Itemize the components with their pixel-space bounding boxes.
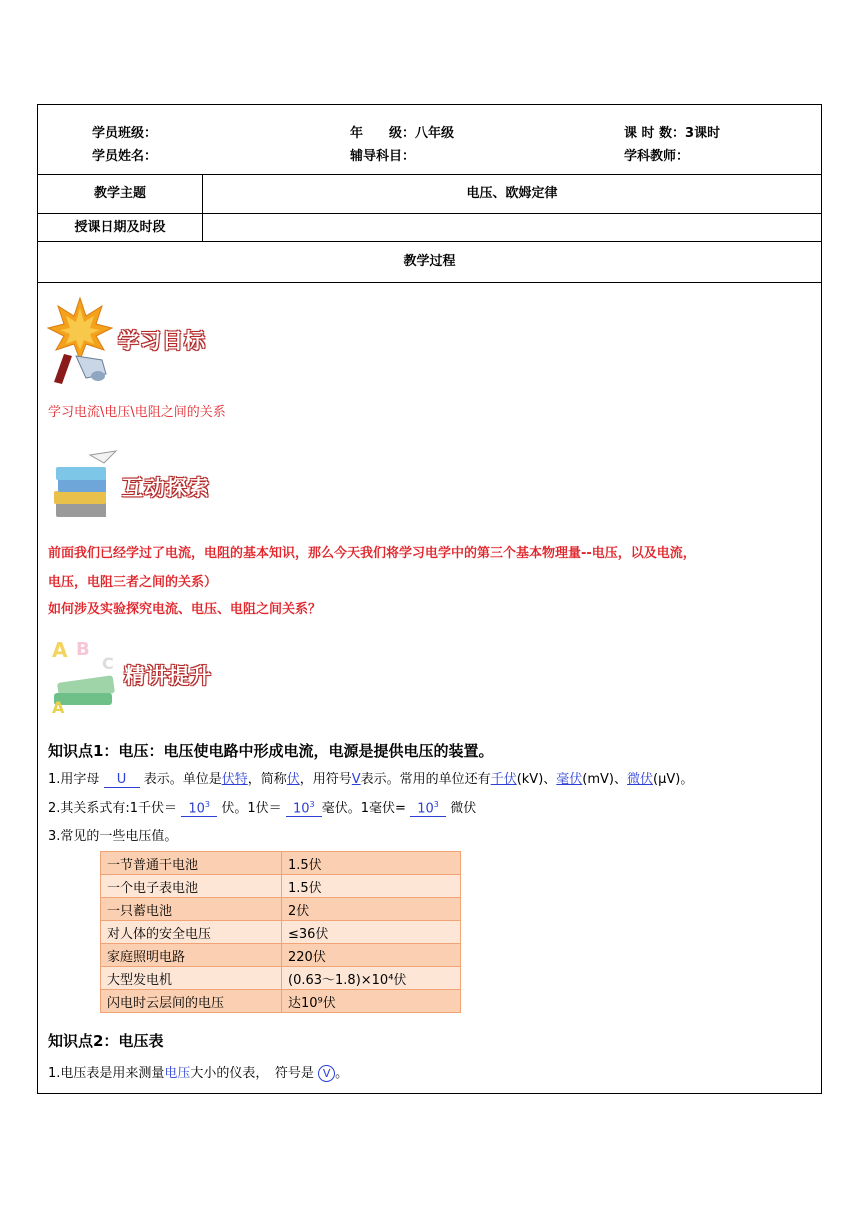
table-row [101, 967, 461, 990]
abc-book-icon [46, 635, 120, 715]
unit-volt: 伏特 [221, 772, 248, 787]
source-cell: 大型发电机 [101, 967, 282, 990]
table-row [101, 852, 461, 875]
voltage-cell: 1.5伏 [282, 875, 461, 898]
kp2-line1: 1.电压表是用来测量电压大小的仪表， 符号是 V 。 [48, 1066, 349, 1081]
teacher-label: 学科教师： [624, 149, 690, 164]
kv-ratio-blank: $10^3$ [181, 800, 217, 817]
mv-ratio-blank: $10^3$ [286, 800, 322, 817]
lesson-plan-frame [37, 104, 822, 1094]
info-header [38, 105, 821, 175]
voltage-table [100, 851, 461, 1013]
topic-value: 电压、欧姆定律 [466, 186, 558, 201]
maple-bell-icon [46, 294, 114, 386]
unit-short: 伏 [286, 772, 300, 787]
date-row [38, 214, 821, 242]
source-cell: 家庭照明电路 [101, 944, 282, 967]
svg-text:A: A [52, 638, 68, 662]
date-value [203, 214, 821, 241]
voltage-word: 电压 [164, 1066, 191, 1081]
letter-blank: U [104, 772, 140, 788]
kp2-title: 知识点2：电压表 [48, 1032, 164, 1050]
voltmeter-symbol-icon: V [318, 1065, 335, 1082]
voltage-cell: 1.5伏 [282, 852, 461, 875]
date-label: 授课日期及时段 [38, 214, 203, 241]
class-label: 学员班级： [92, 126, 158, 141]
unit-mv: 毫伏 [556, 772, 583, 787]
lecture-banner [46, 635, 212, 715]
goal-banner [46, 294, 206, 386]
voltage-cell: 220伏 [282, 944, 461, 967]
subject-label: 辅导科目： [350, 149, 416, 164]
table-row [101, 990, 461, 1013]
goal-text: 学习电流\电压\电阻之间的关系 [48, 405, 226, 420]
source-cell: 一节普通干电池 [101, 852, 282, 875]
explore-title: 互动探索 [122, 476, 210, 500]
table-row [101, 944, 461, 967]
svg-text:B: B [76, 639, 90, 660]
explore-line3: 如何涉及实验探究电流、电压、电阻之间关系？ [48, 602, 322, 617]
kp1-line3: 3.常见的一些电压值。 [48, 829, 178, 844]
voltage-cell: 2伏 [282, 898, 461, 921]
kp1-line1: 1.用字母 U 表示。单位是伏特，简称伏，用符号V表示。常用的单位还有千伏(kV)、毫伏(mV)、微伏(μV)。 [48, 772, 694, 787]
source-cell: 一只蓄电池 [101, 898, 282, 921]
kp1-line2: 2.其关系式有:1千伏＝ $10^3$ 伏。1伏＝ $10^3$ 毫伏。1毫伏= $10^3$ 微伏 [48, 799, 477, 816]
topic-row [38, 175, 821, 214]
voltage-cell: 达10⁹伏 [282, 990, 461, 1013]
table-row [101, 875, 461, 898]
process-label: 教学过程 [403, 254, 456, 269]
explore-line2: 电压，电阻三者之间的关系） [48, 575, 218, 590]
student-name-label: 学员姓名： [92, 149, 158, 164]
kp1-title: 知识点1：电压：电压使电路中形成电流，电源是提供电压的装置。 [48, 742, 494, 760]
goal-title: 学习目标 [118, 329, 206, 353]
topic-label: 教学主题 [38, 175, 203, 213]
grade-label: 年 级：八年级 [350, 126, 455, 141]
source-cell: 闪电时云层间的电压 [101, 990, 282, 1013]
voltage-cell: ≤36伏 [282, 921, 461, 944]
source-cell: 对人体的安全电压 [101, 921, 282, 944]
books-icon [46, 449, 118, 525]
hours-label: 课 时 数：3课时 [624, 126, 721, 141]
explore-line1: 前面我们已经学过了电流，电阻的基本知识，那么今天我们将学习电学中的第三个基本物理量--电压，以及电流， [48, 546, 696, 561]
svg-text:A: A [52, 698, 65, 715]
unit-symbol: V [351, 772, 361, 787]
process-row [38, 242, 821, 283]
explore-banner [46, 449, 210, 525]
unit-uv: 微伏 [627, 772, 654, 787]
unit-kv: 千伏 [490, 772, 517, 787]
svg-text:C: C [102, 654, 114, 673]
source-cell: 一个电子表电池 [101, 875, 282, 898]
table-row [101, 898, 461, 921]
voltage-cell: (0.63～1.8)×10⁴伏 [282, 967, 461, 990]
uv-ratio-blank: $10^3$ [410, 800, 446, 817]
table-row [101, 921, 461, 944]
lecture-title: 精讲提升 [124, 664, 212, 688]
